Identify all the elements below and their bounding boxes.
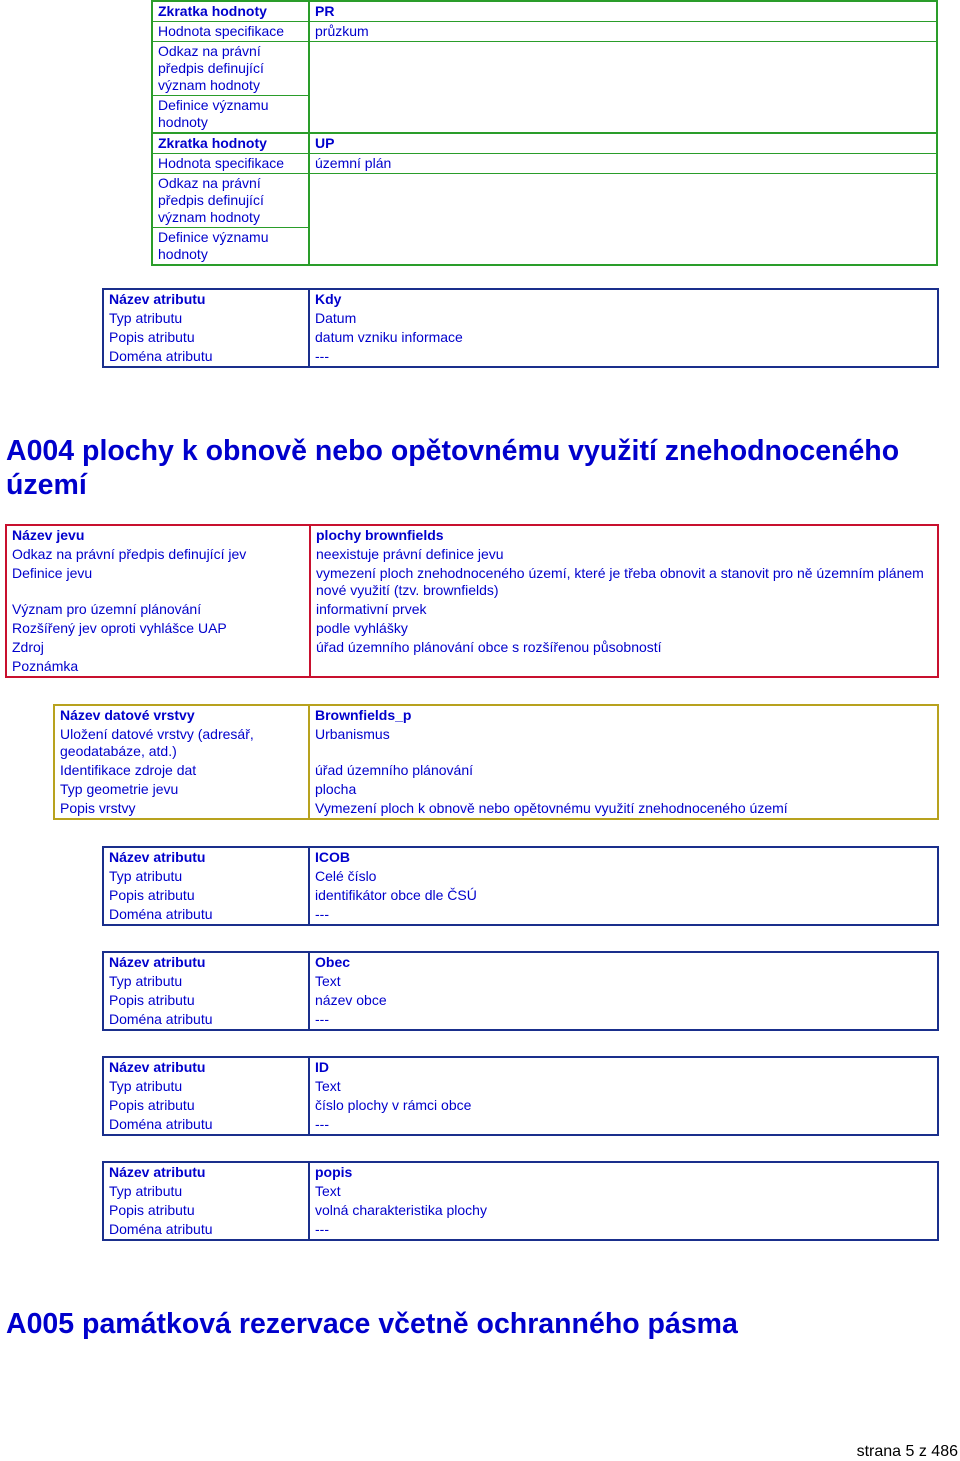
phenomenon-value: informativní prvek: [316, 601, 427, 617]
attribute-table-kdy: [102, 288, 939, 368]
phenomenon-value: úřad územního plánování obce s rozšířenou působností: [316, 639, 662, 655]
value-cell: [309, 42, 937, 134]
value-key: Zkratka hodnoty: [152, 133, 309, 154]
attribute-desc: název obce: [315, 992, 387, 1008]
attribute-type: Text: [315, 1183, 341, 1199]
attribute-desc-label: Popis atributu: [103, 886, 309, 905]
layer-value: plocha: [315, 781, 357, 797]
layer-key: Název datové vrstvy: [54, 705, 309, 725]
value-key: Odkaz na právní předpis definující význam hodnoty: [152, 174, 309, 228]
attribute-type-label: Typ atributu: [103, 1182, 309, 1201]
attribute-name-label: Název atributu: [103, 847, 309, 867]
value-cell: UP: [309, 133, 937, 154]
attribute-type: Text: [315, 1078, 341, 1094]
attribute-desc-label: Popis atributu: [103, 1096, 309, 1115]
phenomenon-value: vymezení ploch znehodnoceného území, které je třeba obnovit a stanovit pro ně územním plánem nové využití (tzv. brownfields): [316, 565, 924, 598]
phenomenon-value: [310, 657, 938, 677]
value-key: Hodnota specifikace: [152, 154, 309, 174]
attribute-name-label: Název atributu: [103, 952, 309, 972]
phenomenon-value: podle vyhlášky: [316, 620, 408, 636]
layer-value: úřad územního plánování: [315, 762, 473, 778]
attribute-table-popis: [102, 1161, 939, 1241]
attribute-table-id: [102, 1056, 939, 1136]
attribute-name-label: Název atributu: [103, 1057, 309, 1077]
attribute-domain-label: Doména atributu: [103, 1010, 309, 1030]
phenomenon-key: Význam pro územní plánování: [6, 600, 310, 619]
attribute-desc-label: Popis atributu: [103, 1201, 309, 1220]
value-key: Zkratka hodnoty: [152, 1, 309, 22]
value-key: Definice významu hodnoty: [152, 96, 309, 134]
phenomenon-key: Odkaz na právní předpis definující jev: [6, 545, 310, 564]
value-cell: územní plán: [309, 154, 937, 174]
attribute-name: ID: [315, 1059, 329, 1075]
attribute-desc: identifikátor obce dle ČSÚ: [315, 887, 477, 903]
value-cell: PR: [309, 1, 937, 22]
attribute-type-label: Typ atributu: [103, 1077, 309, 1096]
page-number: strana 5 z 486: [856, 1443, 958, 1460]
phenomenon-table: [5, 524, 939, 678]
value-key: Hodnota specifikace: [152, 22, 309, 42]
attribute-table-obec: [102, 951, 939, 1031]
attribute-desc-label: Popis atributu: [103, 991, 309, 1010]
phenomenon-key: Definice jevu: [6, 564, 310, 600]
attribute-domain-label: Doména atributu: [103, 905, 309, 925]
attribute-name: Kdy: [315, 291, 342, 307]
attribute-name: popis: [315, 1164, 353, 1180]
attribute-type-label: Typ atributu: [103, 309, 309, 328]
attribute-type: Datum: [315, 310, 357, 326]
phenomenon-value: neexistuje právní definice jevu: [316, 546, 504, 562]
section-heading-a005: A005 památková rezervace včetně ochranného pásma: [6, 1308, 738, 1340]
attribute-table-icob: [102, 846, 939, 926]
phenomenon-key: Poznámka: [6, 657, 310, 677]
layer-value: Vymezení ploch k obnově nebo opětovnému využití znehodnoceného území: [315, 800, 788, 816]
attribute-name-label: Název atributu: [103, 289, 309, 309]
attribute-desc-label: Popis atributu: [103, 328, 309, 347]
attribute-desc: datum vzniku informace: [315, 329, 463, 345]
section-heading-a004: A004 plochy k obnově nebo opětovnému využití znehodnoceného území: [6, 435, 900, 501]
phenomenon-key: Rozšířený jev oproti vyhlášce UAP: [6, 619, 310, 638]
attribute-domain: ---: [315, 906, 329, 922]
attribute-domain-label: Doména atributu: [103, 1115, 309, 1135]
attribute-domain-label: Doména atributu: [103, 1220, 309, 1240]
attribute-type: Celé číslo: [315, 868, 377, 884]
phenomenon-key: Název jevu: [6, 525, 310, 545]
phenomenon-value: plochy brownfields: [316, 527, 444, 543]
layer-key: Identifikace zdroje dat: [54, 761, 309, 780]
attribute-name-label: Název atributu: [103, 1162, 309, 1182]
attribute-domain: ---: [315, 1011, 329, 1027]
attribute-type: Text: [315, 973, 341, 989]
attribute-name: Obec: [315, 954, 351, 970]
attribute-domain: ---: [315, 348, 329, 364]
value-cell: [309, 174, 937, 266]
attribute-name: ICOB: [315, 849, 350, 865]
phenomenon-key: Zdroj: [6, 638, 310, 657]
layer-key: Typ geometrie jevu: [54, 780, 309, 799]
attribute-domain: ---: [315, 1221, 329, 1237]
attribute-domain-label: Doména atributu: [103, 347, 309, 367]
value-cell: průzkum: [309, 22, 937, 42]
layer-value: Urbanismus: [315, 726, 390, 742]
value-key: Odkaz na právní předpis definující význam hodnoty: [152, 42, 309, 96]
layer-key: Uložení datové vrstvy (adresář, geodatabáze, atd.): [54, 725, 309, 761]
data-layer-table: [53, 704, 939, 820]
layer-value: Brownfields_p: [315, 707, 412, 723]
attribute-type-label: Typ atributu: [103, 972, 309, 991]
attribute-type-label: Typ atributu: [103, 867, 309, 886]
attribute-desc: číslo plochy v rámci obce: [315, 1097, 472, 1113]
attribute-desc: volná charakteristika plochy: [315, 1202, 487, 1218]
layer-key: Popis vrstvy: [54, 799, 309, 819]
value-specification-table: [151, 0, 938, 266]
value-key: Definice významu hodnoty: [152, 228, 309, 266]
attribute-domain: ---: [315, 1116, 329, 1132]
